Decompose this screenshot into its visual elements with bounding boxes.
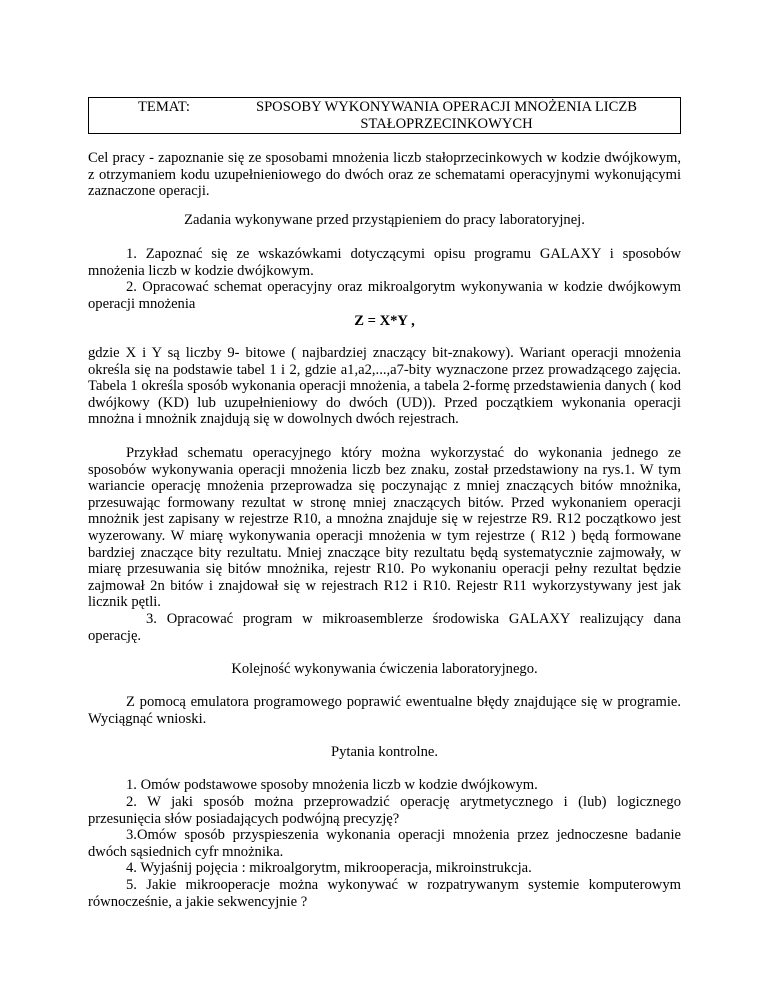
example-paragraph: Przykład schematu operacyjnego który można wykorzystać do wykonania jednego ze sposobów wykonywania operacji mnożenia liczb bez znaku, został przedstawiony na rys.1. W tym wariancie operację mnożenia przeprowadza się poczynając z mniej znaczących bitów mnożnika, przesuwając formowany rezultat w stronę mniej znaczących bitów. Przed wykonaniem operacji mnożnik jest zapisany w rejestrze R10, a mnożna znajduje się w rejestrze R9. R12 początkowo jest wyzerowany. W miarę wykonywania operacji mnożenia w tym rejestrze ( R12 ) będą formowane bardziej znaczące bity rezultatu. Mniej znaczące bity rezultatu będą systematycznie zajmowały, w miarę przesuwania się bitów mnożnika, rejestr R10. Po wykonaniu operacji pełny rezultat będzie zajmował 2n bitów i znajdował się w rejestrach R12 i R10. Rejestr R11 wykorzystywany jest jak licznik pętli. [88,445,681,611]
topic-title: SPOSOBY WYKONYWANIA OPERACJI MNOŻENIA LICZB STAŁOPRZECINKOWYCH [255,99,638,132]
task-item-2: 2. Opracować schemat operacyjny oraz mikroalgorytm wykonywania w kodzie dwójkowym operacji mnożenia [88,279,681,312]
questions-heading: Pytania kontrolne. [330,744,438,760]
topic-label: TEMAT: [138,99,190,115]
task-item-1: 1. Zapoznać się ze wskazówkami dotyczącymi opisu programu GALAXY i sposobów mnożenia liczb w kodzie dwójkowym. [88,246,681,279]
question-item: 5. Jakie mikrooperacje można wykonywać w rozpatrywanym systemie komputerowym równocześnie, a jakie sekwencyjnie ? [88,877,681,910]
tasks-heading: Zadania wykonywane przed przystąpieniem do pracy laboratoryjnej. [184,212,585,228]
question-item: 3.Omów sposób przyspieszenia wykonania operacji mnożenia przez jednoczesne badanie dwóch sąsiednich cyfr mnożnika. [88,827,681,860]
variant-paragraph: gdzie X i Y są liczby 9- bitowe ( najbardziej znaczący bit-znakowy). Wariant operacji mnożenia określa się na podstawie tabel 1 i 2, gdzie a1,a2,...,a7-bity wyznaczone przez prowadzącego zajęcia. Tabela 1 określa sposób wykonania operacji mnożenia, a tabela 2-formę przedstawienia danych ( kod dwójkowy (KD) lub uzupełnieniowy do dwóch (UD)). Przed początkiem wykonania operacji mnożna i mnożnik znajdują się w dowolnych dwóch rejestrach. [88,345,681,428]
formula: Z = X*Y , [354,313,415,329]
task-item-3: 3. Opracować program w mikroasemblerze środowiska GALAXY realizujący dana operację. [88,611,681,644]
order-text: Z pomocą emulatora programowego poprawić ewentualne błędy znajdujące się w programie. Wyciągnąć wnioski. [88,694,681,727]
question-item: 4. Wyjaśnij pojęcia : mikroalgorytm, mikrooperacja, mikroinstrukcja. [126,860,532,876]
aim-paragraph: Cel pracy - zapoznanie się ze sposobami mnożenia liczb stałoprzecinkowych w kodzie dwójkowym, z otrzymaniem kodu uzupełnieniowego do dwóch oraz ze schematami operacyjnymi wykonującymi zaznaczone operacji. [88,150,681,200]
question-item: 1. Omów podstawowe sposoby mnożenia liczb w kodzie dwójkowym. [126,777,538,793]
order-heading: Kolejność wykonywania ćwiczenia laboratoryjnego. [231,661,538,677]
topic-box [88,97,681,134]
question-item: 2. W jaki sposób można przeprowadzić operację arytmetycznego i (lub) logicznego przesunięcia słów posiadających podwójną precyzję? [88,794,681,827]
